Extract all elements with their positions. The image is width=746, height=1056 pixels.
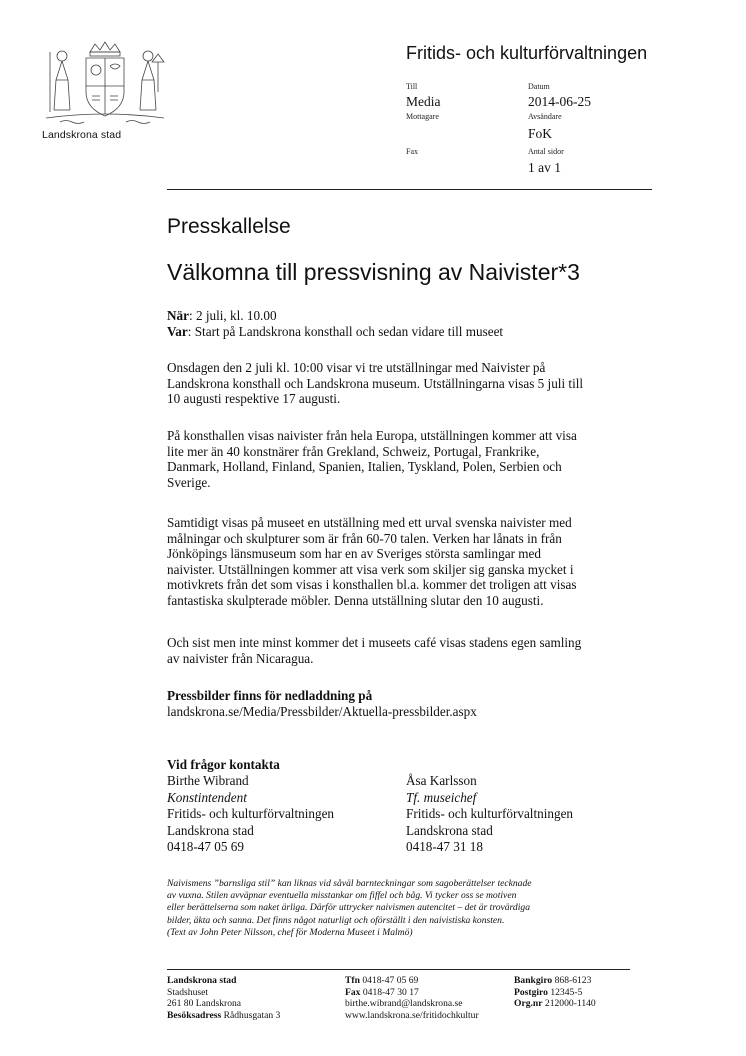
paragraph-2 — [167, 428, 657, 490]
antal-sidor-label: Antal sidor — [528, 147, 564, 156]
page-title: Presskallelse — [167, 215, 291, 238]
datum-label: Datum — [528, 82, 550, 91]
contact-name: Birthe Wibrand — [167, 773, 249, 788]
footer-orgnr-label: Org.nr — [514, 998, 543, 1010]
footer-postgiro-label: Postgiro — [514, 986, 548, 998]
header-divider — [167, 189, 652, 190]
contact-card — [406, 773, 573, 856]
footer-bankgiro — [514, 975, 596, 987]
footer-postal: 261 80 Landskrona — [167, 998, 242, 1010]
footer-fax — [345, 987, 479, 999]
quote-line: eller berättelserna som naket ärliga. Därför uttrycker naivismen autencitet – det är trovärdiga — [167, 902, 530, 914]
footer-building: Stadshuset — [167, 986, 209, 998]
paragraph-1 — [167, 360, 657, 407]
quote-line: Naivismens ”barnsliga stil” kan liknas vid såväl barnteckningar som sagoberättelser tecknade — [167, 878, 532, 889]
contacts-heading: Vid frågor kontakta — [167, 757, 280, 772]
when-label: När — [167, 308, 189, 323]
footer-divider — [167, 969, 630, 970]
text-line: naivister. Utställningen kommer att visa verk som skiljer sig ganska mycket i — [167, 561, 574, 577]
paragraph-3 — [167, 515, 657, 608]
contact-department: Fritids- och kulturförvaltningen — [406, 806, 574, 821]
footer-fax-label: Fax — [345, 986, 361, 998]
quote-line: bilder, äkta och sanna. Det finns något naturligt och oförställt i den naivistiska konsten. — [167, 914, 505, 926]
till-value: Media — [406, 94, 441, 109]
where-line — [167, 324, 657, 340]
text-line: Danmark, Holland, Finland, Spanien, Italien, Tyskland, Polen, Serbien och — [167, 459, 562, 474]
footer-org-name: Landskrona stad — [167, 975, 237, 986]
text-line: Sverige. — [167, 474, 211, 490]
quote-line: av vuxna. Stilen avväpnar eventuella misstankar om fiffel och båg. Vi tycker oss se motiven — [167, 890, 517, 902]
contact-department: Fritids- och kulturförvaltningen — [167, 806, 335, 821]
text-line: Jönköpings länsmuseum som har en av Sveriges största samlingar med — [167, 546, 541, 561]
contact-organization: Landskrona stad — [167, 822, 254, 838]
text-line: av naivister från Nicaragua. — [167, 650, 314, 666]
footer-visit-label: Besöksadress — [167, 1009, 222, 1021]
when-where — [167, 308, 657, 339]
footer-orgnr — [514, 998, 596, 1010]
contact-name: Åsa Karlsson — [406, 773, 477, 788]
where-label: Var — [167, 323, 188, 339]
coat-of-arms-icon — [40, 40, 170, 130]
contact-organization: Landskrona stad — [406, 822, 493, 838]
footer-visit-value: Rådhusgatan 3 — [221, 1009, 281, 1021]
page-subtitle: Välkomna till pressvisning av Naivister*3 — [167, 259, 580, 285]
footer-postgiro-value: 12345-5 — [547, 986, 583, 998]
quote-line: (Text av John Peter Nilsson, chef för Moderna Museet i Malmö) — [167, 926, 413, 938]
text-line: motivkrets från det som visas i konsthallen bl.a. kommer det troligen att visas — [167, 577, 577, 592]
footer-address — [167, 975, 280, 1021]
footer-fax-value: 0418-47 30 17 — [360, 986, 419, 998]
text-line: Onsdagen den 2 juli kl. 10:00 visar vi tre utställningar med Naivister på — [167, 360, 546, 375]
contact-card — [167, 773, 334, 856]
footer-website[interactable]: www.landskrona.se/fritidochkultur — [345, 1009, 479, 1021]
footer-email[interactable]: birthe.wibrand@landskrona.se — [345, 998, 463, 1010]
footer-phone-value: 0418-47 05 69 — [359, 975, 419, 986]
where-value: : Start på Landskrona konsthall och sedan vidare till museet — [187, 323, 504, 339]
mottagare-label: Mottagare — [406, 112, 439, 121]
text-line: Landskrona konsthall och Landskrona museum. Utställningarna visas 5 juli till — [167, 375, 584, 391]
text-line: Och sist men inte minst kommer det i museets café visas stadens egen samling — [167, 635, 582, 650]
footer-payment — [514, 975, 596, 1010]
quote-block — [167, 878, 657, 939]
press-images-link[interactable]: landskrona.se/Media/Pressbilder/Aktuella-pressbilder.aspx — [167, 703, 477, 719]
footer-orgnr-value: 212000-1140 — [542, 998, 596, 1010]
till-label: Till — [406, 82, 418, 91]
when-value: : 2 juli, kl. 10.00 — [188, 308, 277, 323]
contact-title: Tf. museichef — [406, 789, 477, 805]
footer-postgiro — [514, 987, 596, 999]
text-line: målningar och skulpturer som är från 60-70 talen. Verken har lånats in från — [167, 530, 562, 546]
footer-phone — [345, 975, 479, 987]
footer-contact — [345, 975, 479, 1021]
text-line: På konsthallen visas naivister från hela Europa, utställningen kommer att visa — [167, 428, 577, 443]
contact-title: Konstintendent — [167, 789, 247, 805]
footer-visit-address — [167, 1010, 280, 1022]
when-line — [167, 308, 657, 324]
press-images — [167, 688, 657, 719]
antal-sidor-value: 1 av 1 — [528, 160, 561, 175]
department-title: Fritids- och kulturförvaltningen — [406, 43, 648, 63]
contact-phone: 0418-47 05 69 — [167, 839, 244, 854]
coat-of-arms-logo — [40, 40, 170, 140]
text-line: lite mer än 40 konstnärer från Grekland, Schweiz, Portugal, Frankrike, — [167, 443, 540, 459]
footer-phone-label: Tfn — [345, 975, 360, 986]
avsandare-label: Avsändare — [528, 112, 562, 121]
avsandare-value: FoK — [528, 126, 553, 141]
fax-label: Fax — [406, 147, 418, 156]
datum-value: 2014-06-25 — [528, 94, 591, 109]
press-images-heading: Pressbilder finns för nedladdning på — [167, 688, 373, 703]
paragraph-4 — [167, 635, 657, 666]
text-line: Samtidigt visas på museet en utställning med ett urval svenska naivister med — [167, 515, 572, 530]
logo-caption: Landskrona stad — [42, 129, 122, 141]
footer-bankgiro-value: 868-6123 — [552, 975, 592, 986]
footer-bankgiro-label: Bankgiro — [514, 975, 553, 986]
contact-phone: 0418-47 31 18 — [406, 839, 483, 854]
text-line: fantastiska skulpterade möbler. Denna utställning slutar den 10 augusti. — [167, 592, 544, 608]
text-line: 10 augusti respektive 17 augusti. — [167, 391, 341, 406]
